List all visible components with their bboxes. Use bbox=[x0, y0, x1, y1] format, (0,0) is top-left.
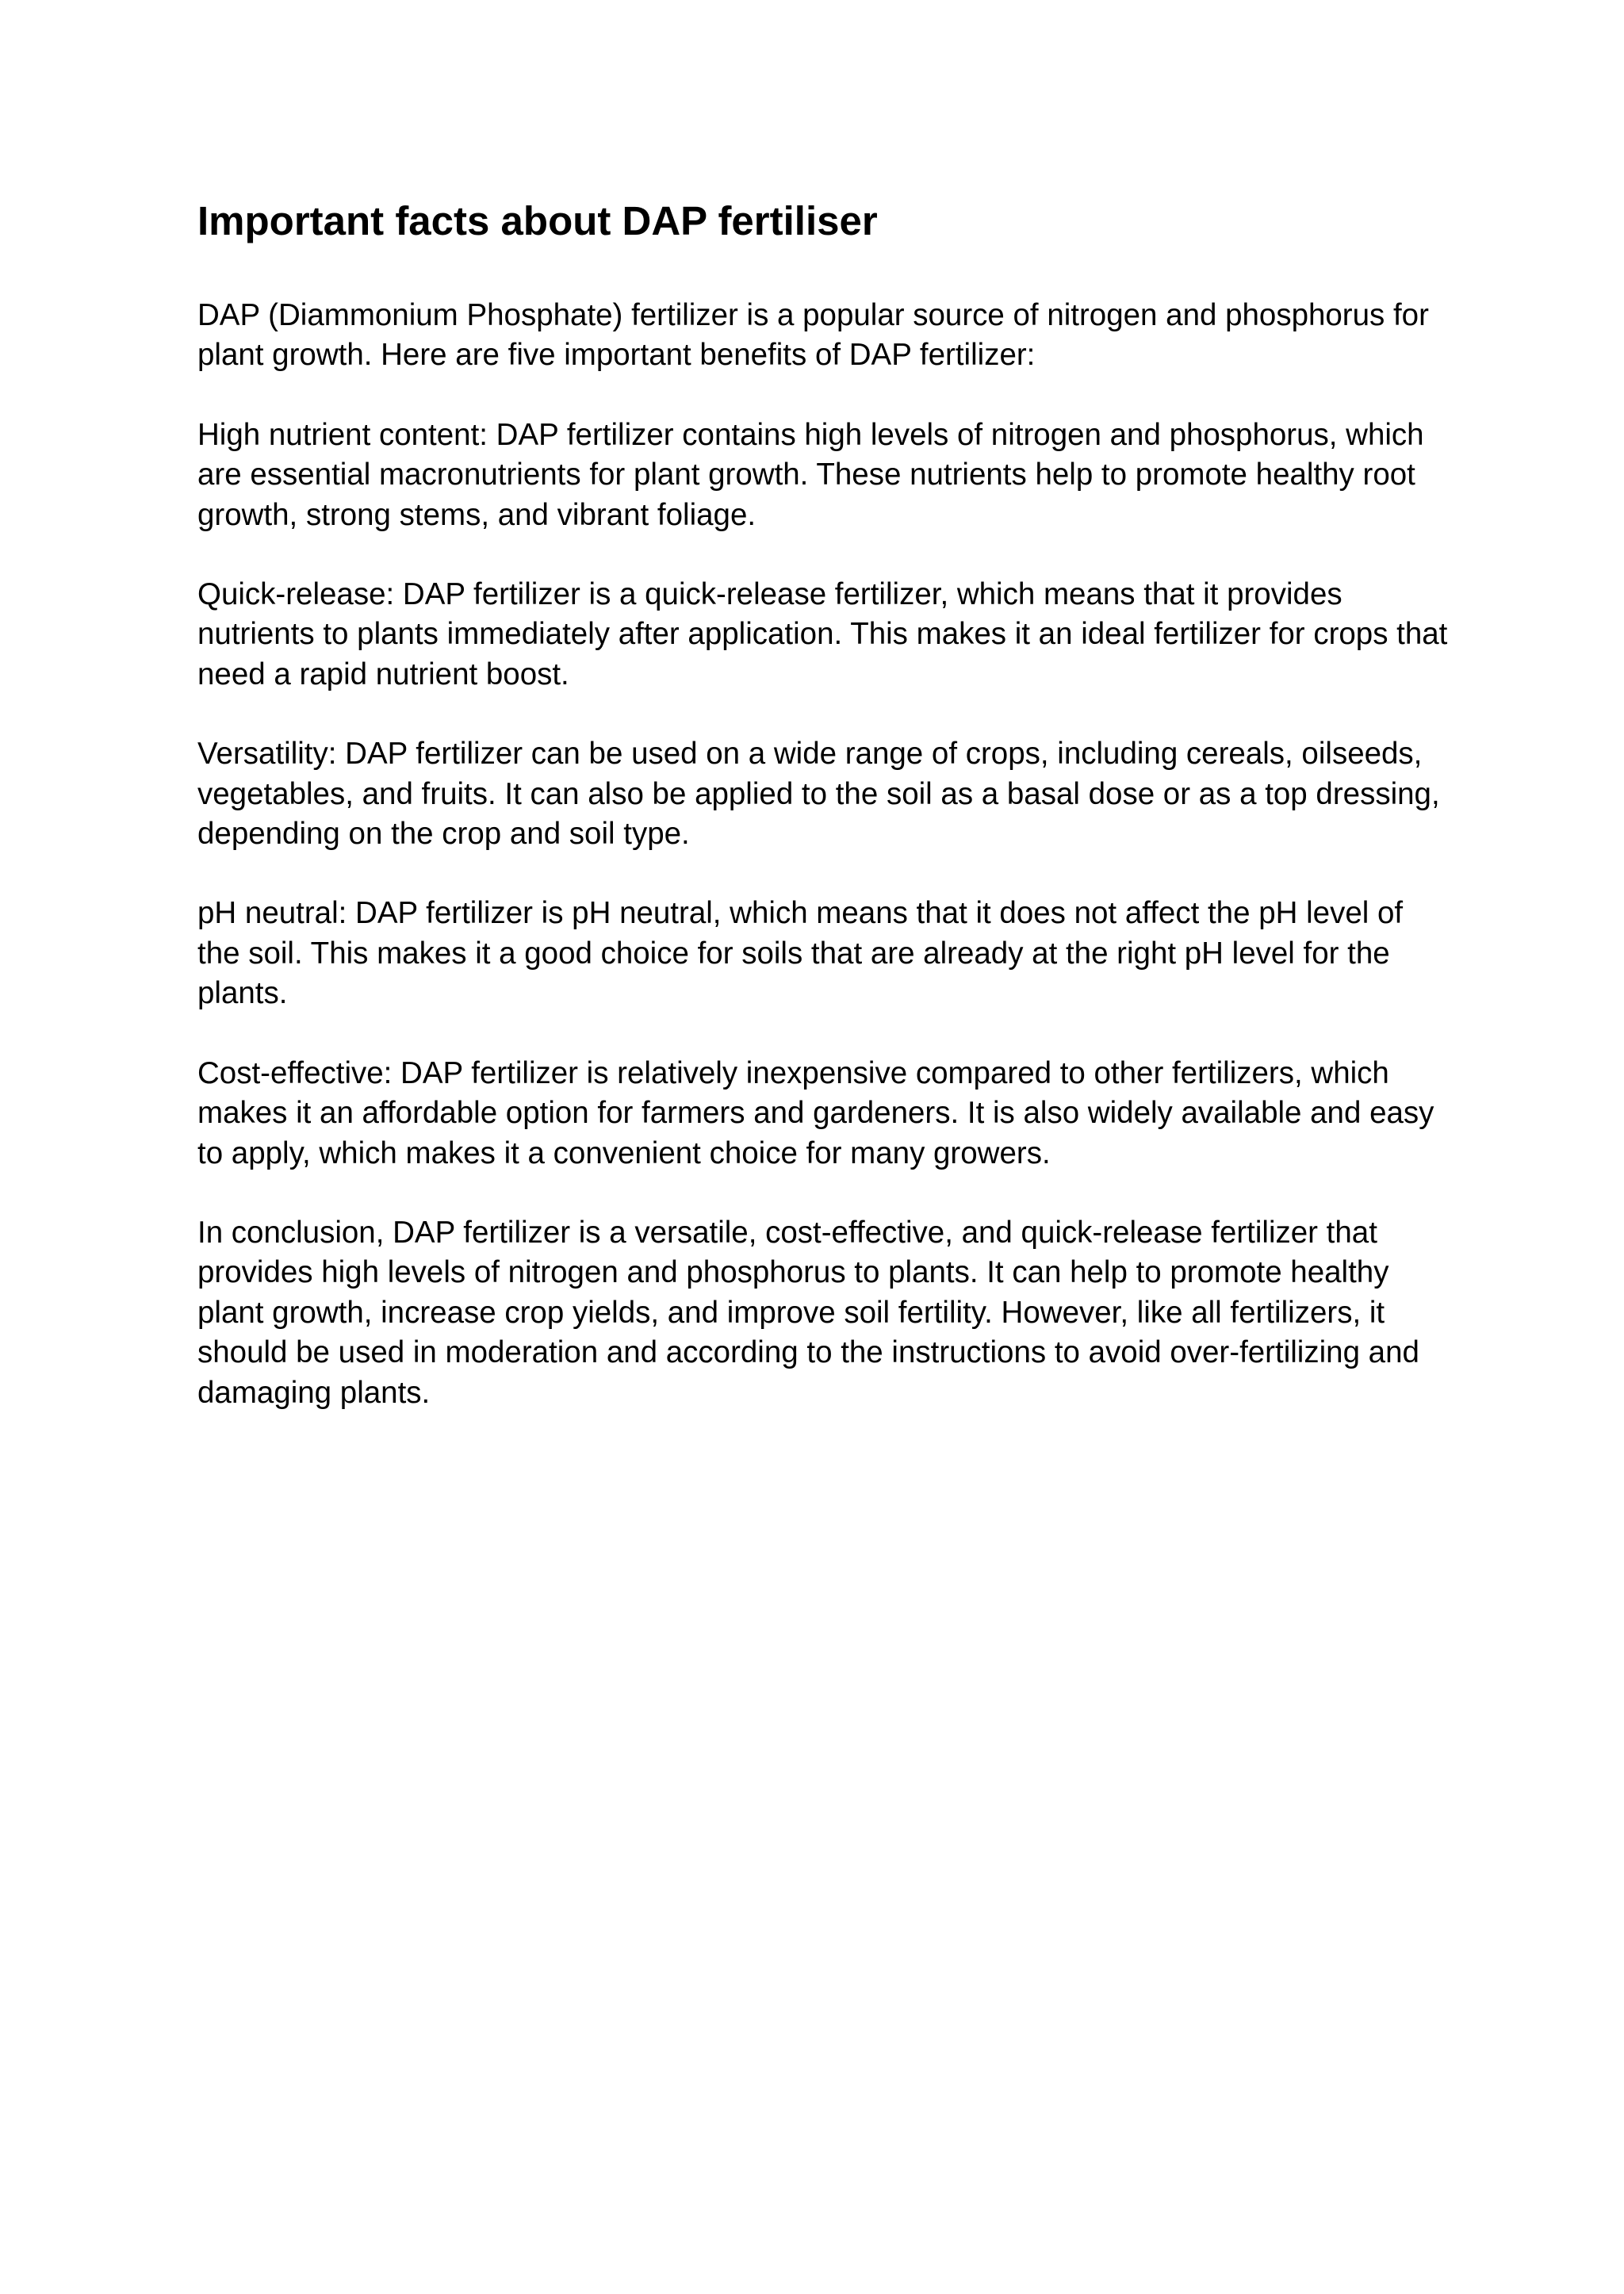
benefit-paragraph-high-nutrient: High nutrient content: DAP fertilizer contains high levels of nitrogen and phosphorus, which are essential macronutrients for plant growth. These nutrients help to promote healthy root growth, strong stems, and vibrant foliage. bbox=[197, 417, 1424, 532]
document-title: Important facts about DAP fertiliser bbox=[197, 198, 878, 243]
benefit-paragraph-ph-neutral: pH neutral: DAP fertilizer is pH neutral, which means that it does not affect the pH level of the soil. This makes it a good choice for soils that are already at the right pH level for the plants. bbox=[197, 896, 1404, 1011]
document-content bbox=[197, 193, 1450, 1413]
conclusion-paragraph: In conclusion, DAP fertilizer is a versatile, cost-effective, and quick-release fertilizer that provides high levels of nitrogen and phosphorus to plants. It can help to promote healthy plant growth, increase crop yields, and improve soil fertility. However, like all fertilizers, it should be used in moderation and according to the instructions to avoid over-fertilizing and damaging plants. bbox=[197, 1215, 1419, 1410]
benefit-paragraph-cost-effective: Cost-effective: DAP fertilizer is relatively inexpensive compared to other fertilizers, which makes it an affordable option for farmers and gardeners. It is also widely available and easy to apply, which makes it a convenient choice for many growers. bbox=[197, 1055, 1434, 1170]
benefit-paragraph-quick-release: Quick-release: DAP fertilizer is a quick-release fertilizer, which means that it provides nutrients to plants immediately after application. This makes it an ideal fertilizer for crops that need a rapid nutrient boost. bbox=[197, 577, 1448, 691]
benefit-paragraph-versatility: Versatility: DAP fertilizer can be used on a wide range of crops, including cereals, oilseeds, vegetables, and fruits. It can also be applied to the soil as a basal dose or as a top dressing, depending on the crop and soil type. bbox=[197, 737, 1440, 852]
intro-paragraph: DAP (Diammonium Phosphate) fertilizer is a popular source of nitrogen and phosphorus for plant growth. Here are five important benefits of DAP fertilizer: bbox=[197, 298, 1429, 373]
